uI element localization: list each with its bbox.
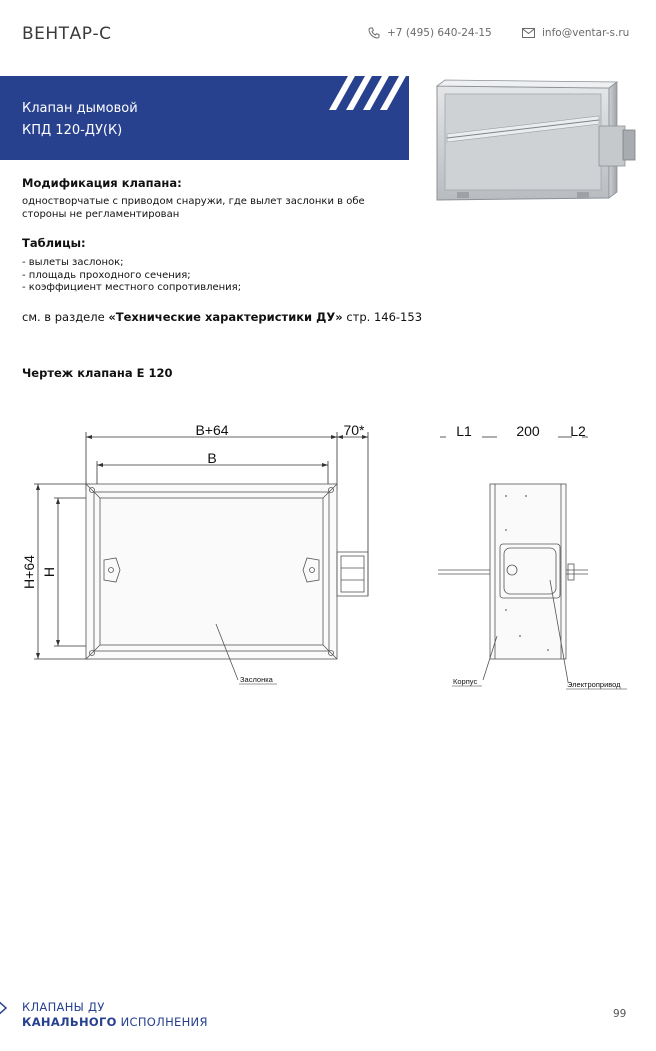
brand-name: ВЕНТАР-С — [22, 24, 112, 44]
dim-b-label: B — [207, 450, 217, 466]
tables-title: Таблицы: — [22, 236, 86, 250]
modification-description — [22, 196, 365, 221]
reference-prefix: см. в разделе — [22, 310, 109, 324]
dim-200-label: 200 — [516, 423, 540, 439]
dim-h64-label: H+64 — [21, 555, 37, 589]
footer-line1: КЛАПАНЫ ДУ — [22, 1000, 105, 1014]
product-title-line1: Клапан дымовой — [22, 101, 138, 116]
page-number: 99 — [613, 1008, 627, 1020]
modification-title: Модификация клапана: — [22, 176, 182, 190]
phone-icon — [368, 27, 380, 39]
decorative-stripes — [309, 76, 409, 116]
tables-list — [22, 257, 241, 295]
product-banner — [0, 76, 409, 160]
phone-contact[interactable] — [368, 27, 492, 39]
tables-item: - вылеты заслонок; — [22, 257, 124, 268]
email-contact[interactable] — [522, 27, 629, 39]
chevron-logo-icon — [0, 997, 8, 1019]
modification-line1: одностворчатые с приводом снаружи, где вылет заслонки в обе — [22, 196, 365, 207]
reference-section-link[interactable]: «Технические характеристики ДУ» — [108, 310, 343, 324]
dim-70-label: 70* — [343, 422, 365, 438]
dim-l1-label: L1 — [456, 423, 472, 439]
modification-line2: стороны не регламентирован — [22, 208, 180, 220]
product-photo — [427, 76, 639, 216]
damper-callout: Заслонка — [240, 675, 273, 684]
tables-item: - коэффициент местного сопротивления; — [22, 282, 242, 293]
footer-line2 — [22, 1015, 208, 1030]
dim-l2-label: L2 — [570, 423, 586, 439]
dim-b64-label: B+64 — [195, 422, 229, 438]
technical-drawing — [0, 410, 656, 700]
drawing-title: Чертеж клапана Е 120 — [22, 366, 173, 380]
product-title — [22, 98, 138, 142]
footer-section-title — [22, 1000, 208, 1030]
dim-h-label: H — [41, 566, 57, 578]
actuator-callout: Электропривод — [567, 680, 621, 689]
reference-line — [22, 310, 422, 324]
product-title-line2: КПД 120-ДУ(К) — [22, 123, 123, 138]
body-callout: Корпус — [453, 677, 478, 686]
footer-line2-bold: КАНАЛЬНОГО — [22, 1015, 117, 1029]
tables-item: - площадь проходного сечения; — [22, 269, 191, 281]
footer-line2-rest: ИСПОЛНЕНИЯ — [116, 1015, 208, 1029]
email-address: info@ventar-s.ru — [542, 27, 630, 39]
envelope-icon — [522, 28, 535, 38]
reference-pages: стр. 146-153 — [342, 310, 423, 324]
phone-number: +7 (495) 640-24-15 — [387, 27, 492, 39]
